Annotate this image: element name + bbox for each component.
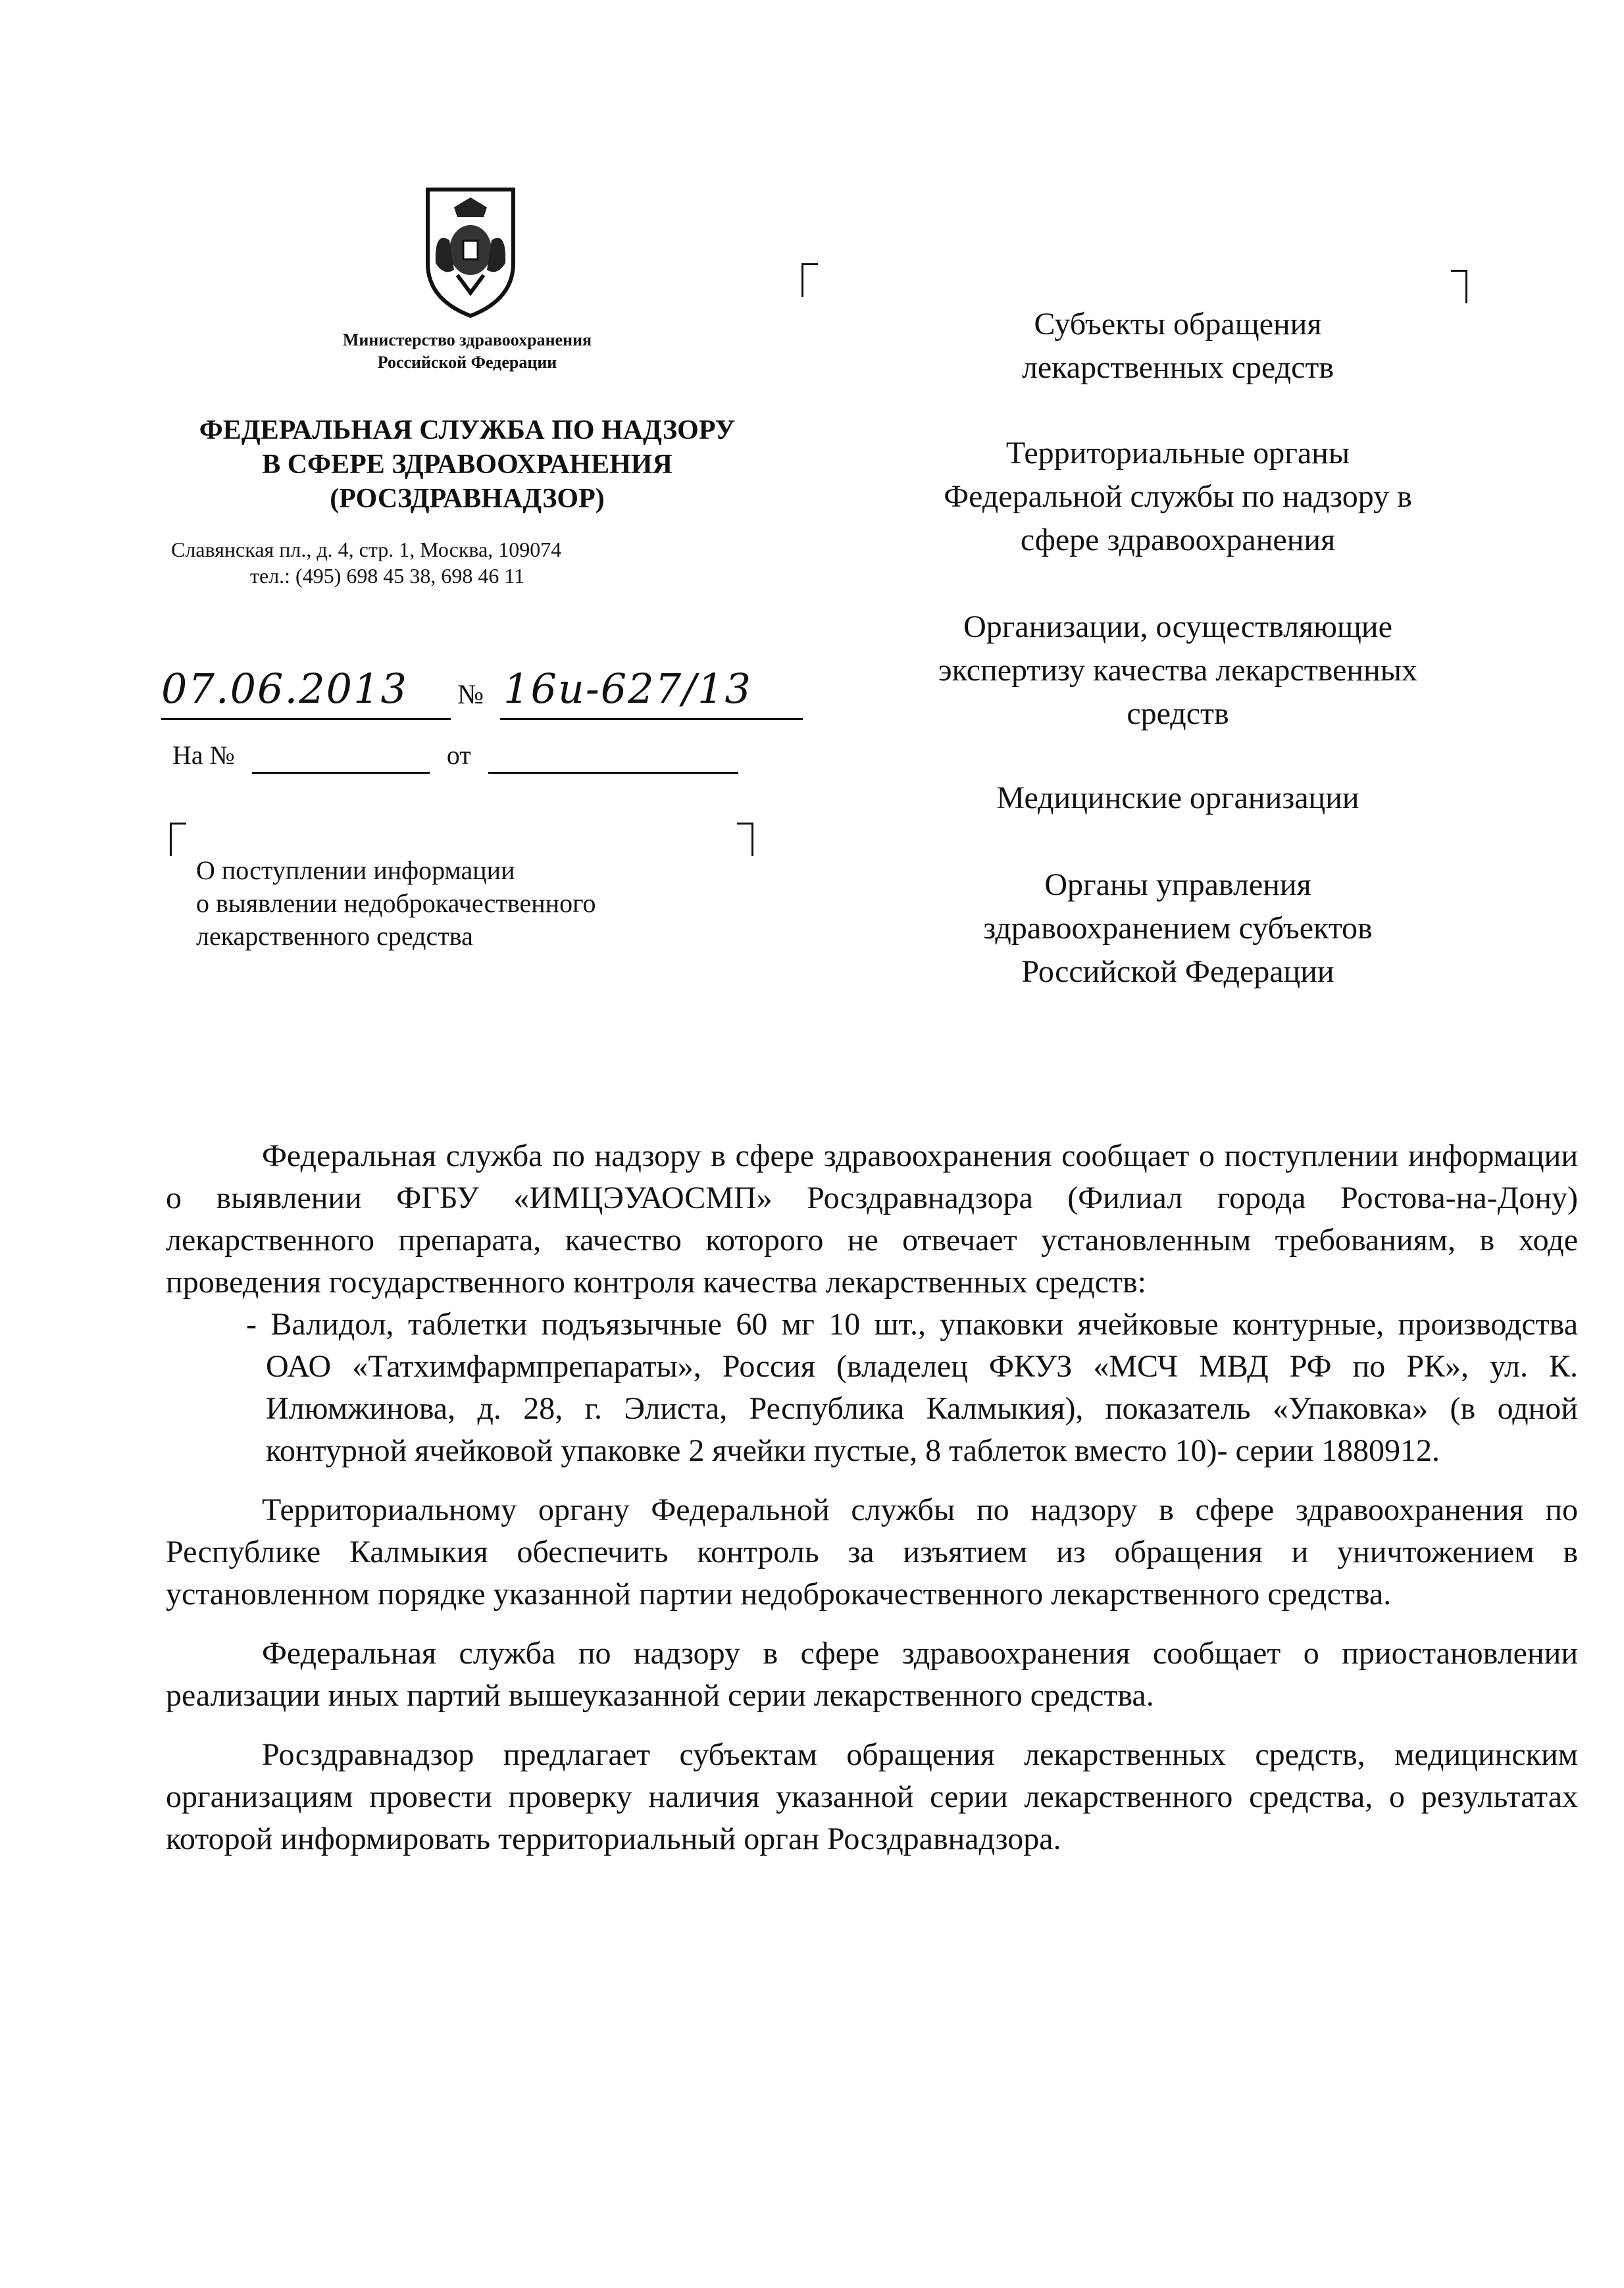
ref-from-label: от (446, 740, 471, 770)
recipient-line: Медицинские организации (996, 780, 1359, 815)
subject-line: о выявлении недоброкачественного (196, 888, 596, 918)
recipient-line: средств (1127, 696, 1229, 731)
letter-body (166, 1135, 1578, 1877)
reference-line (172, 739, 738, 774)
subject-line: лекарственного средства (196, 921, 473, 951)
recipients-bracket-right (1451, 270, 1467, 303)
coat-of-arms-emblem (408, 178, 533, 322)
ministry-name (250, 329, 684, 374)
recipient-line: здравоохранением субъектов (983, 911, 1373, 946)
ref-number-label: На № (172, 740, 235, 770)
recipient-line: Субъекты обращения (1034, 307, 1322, 342)
recipient-group (809, 863, 1546, 994)
recipient-line: Территориальные органы (1005, 436, 1350, 470)
agency-line: (РОСЗДРАВНАДЗОР) (330, 484, 605, 514)
handwritten-date: 07.06.2013 (161, 665, 408, 713)
recipient-group (809, 605, 1546, 736)
agency-name (151, 413, 783, 516)
agency-line: ФЕДЕРАЛЬНАЯ СЛУЖБА ПО НАДЗОРУ (199, 415, 736, 445)
ref-date-blank (488, 739, 738, 774)
phone-line: тел.: (495) 698 45 38, 698 46 11 (250, 564, 525, 588)
body-paragraph: Федеральная служба по надзору в сфере здравоохранения сообщает о поступлении информации о выявлении ФГБУ «ИМЦЭУАОСМП» Росздравнадзора (Филиал города Ростова-на-Дону) лекарственного препарата, качество которого не отвечает установленным требованиям, в ходе проведения государственного контроля качества лекарственных средств: (166, 1138, 1578, 1300)
recipient-line: Федеральной службы по надзору в (944, 479, 1412, 514)
ministry-line: Министерство здравоохранения (342, 330, 592, 349)
number-underline (500, 718, 803, 720)
subject-bracket-left (170, 823, 186, 856)
agency-address (171, 536, 763, 589)
recipient-line: Российской Федерации (1021, 954, 1334, 989)
date-underline (161, 718, 451, 720)
body-paragraph: Федеральная служба по надзору в сфере здравоохранения сообщает о приостановлении реализации иных партий вышеуказанной серии лекарственного средства. (166, 1636, 1578, 1713)
recipient-line: Органы управления (1044, 867, 1311, 902)
recipient-group (809, 776, 1546, 820)
recipient-line: лекарственных средств (1021, 350, 1334, 385)
ref-number-blank (252, 739, 430, 774)
registration-line (161, 665, 832, 724)
agency-line: В СФЕРЕ ЗДРАВООХРАНЕНИЯ (262, 449, 672, 480)
recipient-line: экспертизу качества лекарственных (938, 653, 1417, 688)
recipients-bracket-left (801, 263, 818, 297)
recipient-line: Организации, осуществляющие (963, 609, 1392, 644)
letter-subject (196, 854, 775, 953)
recipients-block (809, 303, 1546, 1037)
recipient-group (809, 303, 1546, 390)
handwritten-number: 16и-627/13 (503, 665, 752, 713)
drug-list-item: - Валидол, таблетки подъязычные 60 мг 10 шт., упаковки ячейковые контурные, производства ОАО «Татхимфармпрепараты», Россия (владелец ФКУЗ «МСЧ МВД РФ по РК», ул. К. Илюмжинова, д. 28, г. Элиста, Республика Калмыкия), показатель «Упаковка» (в одной контурной ячейковой упаковке 2 ячейки пустые, 8 таблеток вместо 10)- серии 1880912. (246, 1307, 1578, 1468)
body-paragraph: Территориальному органу Федеральной службы по надзору в сфере здравоохранения по Республике Калмыкия обеспечить контроль за изъятием из обращения и уничтожением в установленном порядке указанной партии недоброкачественного лекарственного средства. (166, 1492, 1578, 1612)
subject-line: О поступлении информации (196, 855, 515, 885)
ministry-line: Российской Федерации (377, 353, 557, 372)
body-paragraph: Росздравнадзор предлагает субъектам обращения лекарственных средств, медицинским организациям провести проверку наличия указанной серии лекарственного средства, о результатах которой информировать территориальный орган Росздравнадзора. (166, 1737, 1578, 1856)
number-sign: № (457, 680, 484, 710)
recipient-group (809, 432, 1546, 562)
recipient-line: сфере здравоохранения (1020, 522, 1336, 557)
subject-bracket-right (737, 823, 753, 856)
address-line: Славянская пл., д. 4, стр. 1, Москва, 109074 (171, 538, 562, 561)
